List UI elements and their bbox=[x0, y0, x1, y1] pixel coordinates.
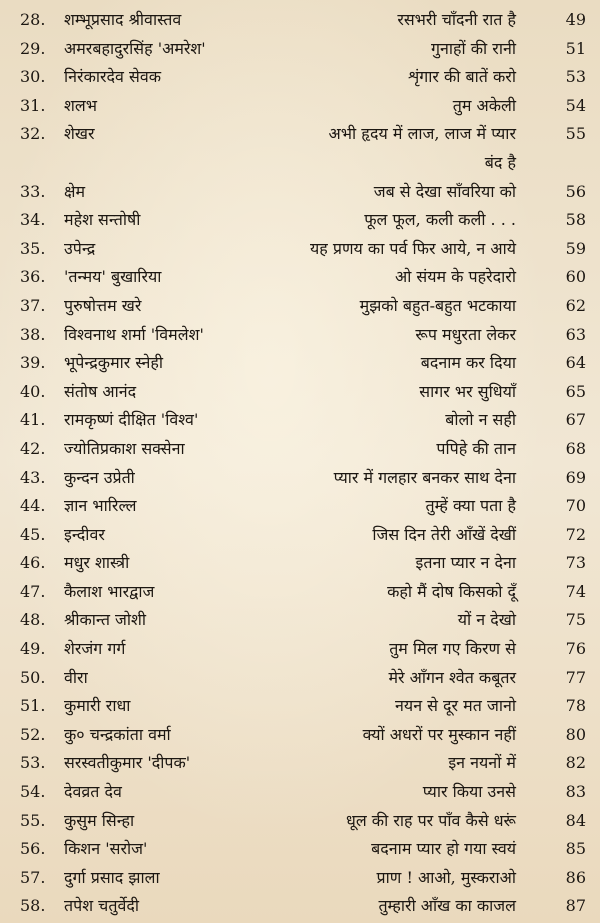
entry-author: मधुर शास्त्री bbox=[64, 553, 130, 573]
toc-entry bbox=[0, 749, 600, 778]
toc-entry bbox=[0, 435, 600, 464]
entry-page-number: 70 bbox=[565, 496, 586, 516]
entry-page-number: 63 bbox=[565, 324, 586, 344]
entry-page-number: 77 bbox=[565, 667, 586, 687]
entry-page-number: 54 bbox=[565, 95, 586, 115]
entry-page-number: 72 bbox=[565, 524, 586, 544]
entry-number: 51. bbox=[20, 696, 46, 716]
entry-title: यों न देखो bbox=[457, 610, 516, 630]
toc-entry bbox=[0, 263, 600, 292]
toc-entry bbox=[0, 178, 600, 207]
entry-author: शेखर bbox=[64, 124, 95, 144]
entry-page-number: 85 bbox=[565, 839, 586, 859]
entry-page-number: 51 bbox=[565, 38, 586, 58]
entry-page-number: 82 bbox=[565, 753, 586, 773]
entry-number: 28. bbox=[20, 10, 46, 29]
entry-number: 52. bbox=[20, 724, 46, 744]
entry-page-number: 69 bbox=[565, 467, 586, 487]
entry-title: बदनाम कर दिया bbox=[420, 353, 516, 373]
entry-author: निरंकारदेव सेवक bbox=[64, 67, 162, 87]
toc-entry bbox=[0, 63, 600, 92]
entry-author: तपेश चतुर्वेदी bbox=[64, 896, 139, 916]
entry-title: धूल की राह पर पाँव कैसे धरूं bbox=[346, 810, 516, 830]
entry-author: पुरुषोत्तम खरे bbox=[64, 295, 142, 315]
entry-number: 56. bbox=[20, 839, 46, 859]
entry-author: देवव्रत देव bbox=[64, 782, 122, 802]
entry-author: सरस्वतीकुमार 'दीपक' bbox=[64, 753, 191, 773]
entry-number: 46. bbox=[20, 553, 46, 573]
toc-entry bbox=[0, 349, 600, 378]
entry-number: 35. bbox=[20, 238, 46, 258]
entry-number: 39. bbox=[20, 353, 46, 373]
entry-title: जब से देखा साँवरिया को bbox=[373, 181, 516, 201]
entry-title: फूल फूल, कली कली . . . bbox=[364, 210, 516, 230]
entry-title: तुम मिल गए किरण से bbox=[389, 639, 516, 659]
entry-title: तुम्हें क्या पता है bbox=[425, 496, 516, 516]
entry-page-number: 80 bbox=[565, 724, 586, 744]
entry-number: 34. bbox=[20, 210, 46, 230]
entry-page-number: 76 bbox=[565, 639, 586, 659]
entry-number: 58. bbox=[20, 896, 46, 916]
entry-title: मुझको बहुत-बहुत भटकाया bbox=[359, 295, 516, 315]
entry-title: सागर भर सुधियाँ bbox=[419, 381, 516, 401]
entry-page-number: 64 bbox=[565, 353, 586, 373]
entry-number: 54. bbox=[20, 782, 46, 802]
toc-entry bbox=[0, 835, 600, 864]
entry-author: रामकृष्णं दीक्षित 'विश्व' bbox=[64, 410, 199, 430]
entry-number: 32. bbox=[20, 124, 46, 144]
entry-number: 40. bbox=[20, 381, 46, 401]
entry-page-number: 62 bbox=[565, 295, 586, 315]
toc-entry bbox=[0, 721, 600, 750]
entry-author: इन्दीवर bbox=[64, 524, 105, 544]
entry-number: 41. bbox=[20, 410, 46, 430]
entry-author: शेरजंग गर्ग bbox=[64, 639, 126, 659]
entry-title: बदनाम प्यार हो गया स्वयं bbox=[371, 839, 516, 859]
entry-title: नयन से दूर मत जानो bbox=[395, 696, 516, 716]
entry-author: 'तन्मय' बुखारिया bbox=[64, 267, 162, 287]
entry-number: 38. bbox=[20, 324, 46, 344]
entry-author: विश्वनाथ शर्मा 'विमलेश' bbox=[64, 324, 204, 344]
entry-page-number: 87 bbox=[565, 896, 586, 916]
entry-page-number: 78 bbox=[565, 696, 586, 716]
entry-author: भूपेन्द्रकुमार स्नेही bbox=[64, 353, 164, 373]
entry-author: कैलाश भारद्वाज bbox=[64, 581, 155, 601]
toc-entry bbox=[0, 635, 600, 664]
entry-title: गुनाहों की रानी bbox=[431, 38, 516, 58]
toc-entry bbox=[0, 6, 600, 35]
entry-page-number: 55 bbox=[565, 124, 586, 144]
entry-number: 55. bbox=[20, 810, 46, 830]
toc-entry bbox=[0, 778, 600, 807]
entry-author: ज्ञान भारिल्ल bbox=[64, 496, 137, 516]
entry-title: रूप मधुरता लेकर bbox=[415, 324, 516, 344]
entry-page-number: 67 bbox=[565, 410, 586, 430]
toc-entry bbox=[0, 521, 600, 550]
entry-author: महेश सन्तोषी bbox=[64, 210, 141, 230]
toc-entry bbox=[0, 406, 600, 435]
entry-author: क्षेम bbox=[64, 181, 86, 201]
entry-page-number: 74 bbox=[565, 581, 586, 601]
toc-entry bbox=[0, 807, 600, 836]
entry-title: शृंगार की बातें करो bbox=[408, 67, 516, 87]
toc-entry bbox=[0, 578, 600, 607]
entry-number: 47. bbox=[20, 581, 46, 601]
entry-page-number: 53 bbox=[565, 67, 586, 87]
entry-page-number: 65 bbox=[565, 381, 586, 401]
entry-number: 33. bbox=[20, 181, 46, 201]
entry-author: कुसुम सिन्हा bbox=[64, 810, 135, 830]
toc-entry bbox=[0, 35, 600, 64]
entry-number: 44. bbox=[20, 496, 46, 516]
entry-title: प्यार किया उनसे bbox=[422, 782, 516, 802]
entry-title: क्यों अधरों पर मुस्कान नहीं bbox=[362, 724, 516, 744]
entry-number: 36. bbox=[20, 267, 46, 287]
entry-title: प्यार में गलहार बनकर साथ देना bbox=[333, 467, 516, 487]
entry-author: ज्योतिप्रकाश सक्सेना bbox=[64, 438, 185, 458]
toc-entry bbox=[0, 321, 600, 350]
entry-number: 57. bbox=[20, 867, 46, 887]
toc-entry-continuation bbox=[0, 149, 600, 178]
entry-number: 31. bbox=[20, 95, 46, 115]
entry-number: 37. bbox=[20, 295, 46, 315]
toc-entry bbox=[0, 120, 600, 149]
entry-author: दुर्गा प्रसाद झाला bbox=[64, 867, 160, 887]
entry-number: 30. bbox=[20, 67, 46, 87]
entry-title: रसभरी चाँदनी रात है bbox=[397, 10, 516, 29]
entry-title: इतना प्यार न देना bbox=[415, 553, 516, 573]
entry-author: उपेन्द्र bbox=[64, 238, 96, 258]
toc-entry bbox=[0, 292, 600, 321]
entry-page-number: 56 bbox=[565, 181, 586, 201]
entry-author: श्रीकान्त जोशी bbox=[64, 610, 147, 630]
entry-title: तुम अकेली bbox=[452, 95, 516, 115]
entry-title: तुम्हारी आँख का काजल bbox=[378, 896, 516, 916]
entry-number: 50. bbox=[20, 667, 46, 687]
entry-author: वीरा bbox=[64, 667, 88, 687]
toc-entry bbox=[0, 549, 600, 578]
toc-entry bbox=[0, 864, 600, 893]
entry-title: अभी हृदय में लाज, लाज में प्यार bbox=[328, 124, 516, 144]
entry-number: 43. bbox=[20, 467, 46, 487]
entry-number: 45. bbox=[20, 524, 46, 544]
entry-number: 29. bbox=[20, 38, 46, 58]
entry-title: पपिहे की तान bbox=[436, 438, 516, 458]
entry-title: ओ संयम के पहरेदारो bbox=[394, 267, 516, 287]
entry-page-number: 59 bbox=[565, 238, 586, 258]
entry-page-number: 75 bbox=[565, 610, 586, 630]
entry-page-number: 58 bbox=[565, 210, 586, 230]
entry-author: अमरबहादुरसिंह 'अमरेश' bbox=[64, 38, 206, 58]
toc-entry bbox=[0, 235, 600, 264]
toc-entry bbox=[0, 692, 600, 721]
entry-page-number: 68 bbox=[565, 438, 586, 458]
toc-entry bbox=[0, 92, 600, 121]
entry-number: 49. bbox=[20, 639, 46, 659]
entry-author: शलभ bbox=[64, 95, 97, 115]
entry-author: कु० चन्द्रकांता वर्मा bbox=[64, 724, 171, 744]
toc-entry bbox=[0, 892, 600, 921]
entry-page-number: 49 bbox=[565, 10, 586, 29]
toc-entry bbox=[0, 492, 600, 521]
entry-number: 48. bbox=[20, 610, 46, 630]
entry-title: बोलो न सही bbox=[445, 410, 516, 430]
entry-page-number: 60 bbox=[565, 267, 586, 287]
entry-title: प्राण ! आओ, मुस्कराओ bbox=[376, 867, 516, 887]
table-of-contents bbox=[0, 6, 600, 921]
entry-page-number: 73 bbox=[565, 553, 586, 573]
toc-entry bbox=[0, 664, 600, 693]
entry-page-number: 83 bbox=[565, 782, 586, 802]
entry-author: किशन 'सरोज' bbox=[64, 839, 148, 859]
entry-author: कुमारी राधा bbox=[64, 696, 131, 716]
toc-entry bbox=[0, 464, 600, 493]
entry-title-continuation: बंद है bbox=[484, 152, 516, 172]
toc-entry bbox=[0, 378, 600, 407]
entry-title: यह प्रणय का पर्व फिर आये, न आये bbox=[310, 238, 516, 258]
entry-title: मेरे आँगन श्वेत कबूतर bbox=[388, 667, 516, 687]
entry-number: 53. bbox=[20, 753, 46, 773]
entry-author: कुन्दन उप्रेती bbox=[64, 467, 135, 487]
toc-entry bbox=[0, 606, 600, 635]
entry-title: कहो मैं दोष किसको दूँ bbox=[387, 581, 516, 601]
entry-author: शम्भूप्रसाद श्रीवास्तव bbox=[64, 10, 182, 29]
entry-author: संतोष आनंद bbox=[64, 381, 137, 401]
entry-title: जिस दिन तेरी आँखें देखीं bbox=[372, 524, 516, 544]
entry-page-number: 86 bbox=[565, 867, 586, 887]
entry-page-number: 84 bbox=[565, 810, 586, 830]
entry-number: 42. bbox=[20, 438, 46, 458]
entry-title: इन नयनों में bbox=[448, 753, 516, 773]
toc-entry bbox=[0, 206, 600, 235]
